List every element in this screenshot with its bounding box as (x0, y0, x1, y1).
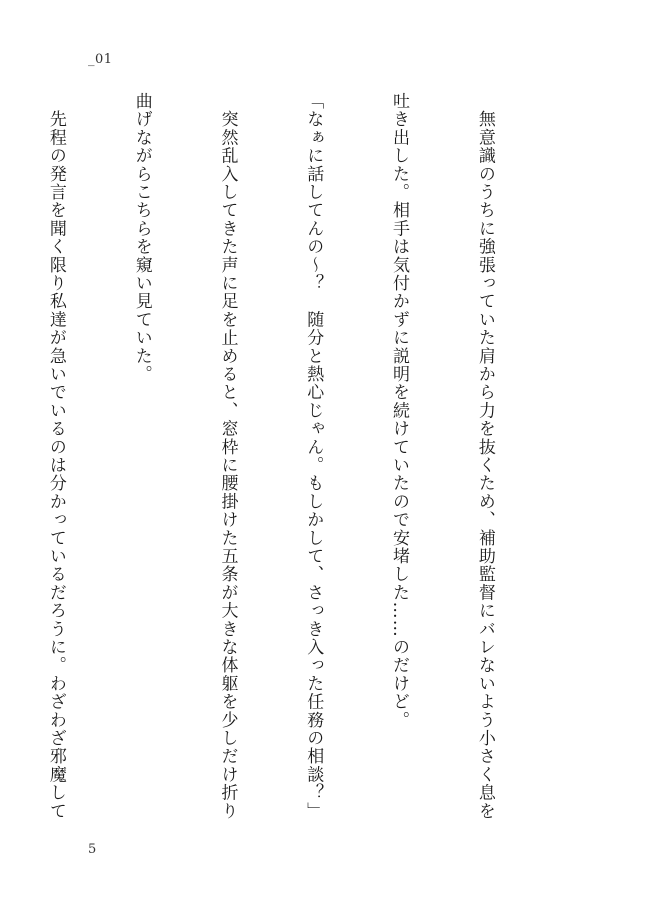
chapter-marker: _01 (88, 52, 113, 67)
text-line: 無意識のうちに強張っていた肩から力を抜くため、補助監督にバレないよう小さく息を (474, 92, 495, 820)
text-line: 曲げながらこちらを窺い見ていた。 (131, 92, 152, 384)
page-number: 5 (88, 842, 97, 857)
text-line: 吐き出した。相手は気付かずに説明を続けていたので安堵した……のだけど。 (389, 92, 410, 729)
text-line: 先程の発言を聞く限り私達が急いでいるのは分かっているだろうに。わざわざ邪魔して (45, 92, 66, 820)
text-line: 突然乱入してきた声に足を止めると、窓枠に腰掛けた五条が大きな体躯を少しだけ折り (217, 92, 238, 820)
text-line: 「なぁに話してんの〜？ 随分と熱心じゃん。もしかして、さっき入った任務の相談？」 (303, 92, 324, 820)
body-text (0, 92, 556, 820)
